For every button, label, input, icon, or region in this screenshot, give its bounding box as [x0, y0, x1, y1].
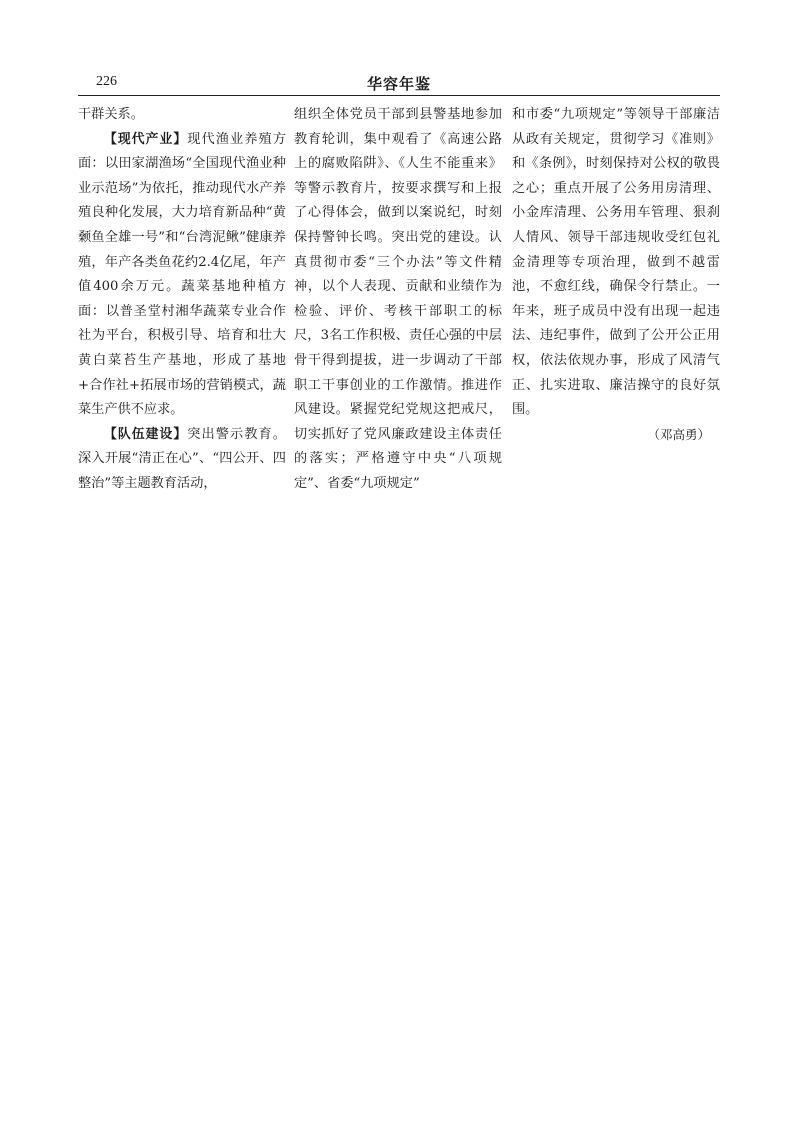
page-header: [78, 70, 720, 94]
modern-industry-text: 现代渔业养殖方面：以田家湖渔场“全国现代渔业种业示范场”为依托，推动现代水产养殖良种化发展，大力培育新品种“黄颡鱼全雄一号”和“台湾泥鳅”健康养殖，年产各类鱼花约2.4亿尾，年产值400余万元。蔬菜基地种植方面：以普圣堂村湘华蔬菜专业合作社为平台，积极引导、培育和壮大黄白菜苔生产基地，形成了基地+合作社+拓展市场的营销模式，蔬菜生产供不应求。: [78, 131, 286, 418]
paragraph-modern-industry: [78, 128, 286, 423]
header-rule: [78, 95, 720, 96]
text-column-3: [512, 103, 720, 447]
book-title: 华容年鉴: [366, 75, 431, 93]
page-number: 226: [96, 74, 117, 89]
section-tag-modern-industry: 【现代产业】: [104, 131, 188, 147]
column-2-text: 组织全体党员干部到县警基地参加教育轮训，集中观看了《高速公路上的腐败陷阱》、《人生不能重来》等警示教育片，按要求撰写和上报了心得体会，做到以案说纪，时刻保持警钟长鸣。突出党的建设。认真贯彻市委“三个办法”等文件精神，以个人表现、贡献和业绩作为检验、评价、考核干部职工的标尺，3名工作积极、责任心强的中层骨干得到提拔，进一步调动了干部职工干事创业的工作激情。推进作风建设。紧握党纪党规这把戒尺，切实抓好了党风廉政建设主体责任的落实；严格遵守中央“八项规定”、省委“九项规定”: [294, 107, 502, 491]
text-column-2: [294, 103, 502, 497]
text-column-1: [78, 103, 286, 497]
team-building-text: 突出警示教育。深入开展“清正在心”、“四公开、四整治”等主题教育活动，: [78, 426, 286, 491]
paragraph-continuation: 干群关系。: [78, 107, 144, 122]
column-3-text: 和市委“九项规定”等领导干部廉洁从政有关规定，贯彻学习《准则》和《条例》，时刻保持对公权的敬畏之心；重点开展了公务用房清理、小金库清理、公务用车管理、狠刹人情风、领导干部违规收受红包礼金清理等专项治理，做到不越雷池，不愈红线，确保令行禁止。一年来，班子成员中没有出现一起违法、违纪事件，做到了公开公正用权，依法依规办事，形成了风清气正、扎实进取、廉洁操守的良好氛围。: [512, 107, 720, 418]
section-tag-team-building: 【队伍建设】: [104, 426, 188, 442]
author-signature: （邓高勇）: [647, 426, 710, 442]
paragraph-team-building: [78, 423, 286, 497]
